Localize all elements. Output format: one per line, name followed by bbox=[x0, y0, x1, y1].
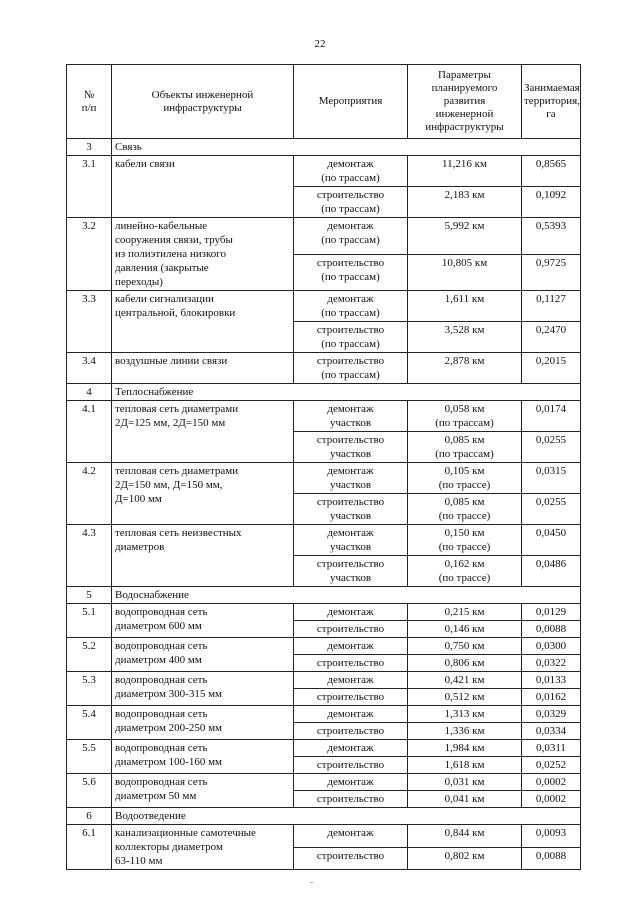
param-cell: 3,528 км bbox=[408, 322, 522, 353]
param-cell: 0,421 км bbox=[408, 672, 522, 689]
section-title: Водоотведение bbox=[112, 808, 581, 825]
item-number: 3.4 bbox=[67, 353, 112, 384]
param-cell: 0,512 км bbox=[408, 689, 522, 706]
area-cell: 0,5393 bbox=[522, 218, 581, 255]
item-name: водопроводная сеть диаметром 200-250 мм bbox=[112, 706, 294, 740]
param-cell: 0,041 км bbox=[408, 791, 522, 808]
measure-cell: демонтаж (по трассам) bbox=[294, 218, 408, 255]
area-cell: 0,0322 bbox=[522, 655, 581, 672]
param-cell: 1,611 км bbox=[408, 291, 522, 322]
param-cell: 0,105 км (по трассе) bbox=[408, 463, 522, 494]
table-row bbox=[67, 291, 581, 322]
area-cell: 0,0174 bbox=[522, 401, 581, 432]
table-row bbox=[67, 156, 581, 187]
item-number: 5.6 bbox=[67, 774, 112, 808]
item-number: 5.2 bbox=[67, 638, 112, 672]
measure-cell: строительство bbox=[294, 723, 408, 740]
area-cell: 0,0002 bbox=[522, 774, 581, 791]
table-row bbox=[67, 672, 581, 689]
measure-cell: строительство (по трассам) bbox=[294, 187, 408, 218]
area-cell: 0,0311 bbox=[522, 740, 581, 757]
section-number: 5 bbox=[67, 587, 112, 604]
scan-mark bbox=[310, 882, 313, 883]
measure-cell: демонтаж (по трассам) bbox=[294, 291, 408, 322]
table-row bbox=[67, 218, 581, 255]
area-cell: 0,1092 bbox=[522, 187, 581, 218]
param-cell: 0,085 км (по трассам) bbox=[408, 432, 522, 463]
item-number: 3.1 bbox=[67, 156, 112, 218]
measure-cell: демонтаж (по трассам) bbox=[294, 156, 408, 187]
measure-cell: строительство (по трассам) bbox=[294, 322, 408, 353]
item-number: 4.1 bbox=[67, 401, 112, 463]
param-cell: 1,618 км bbox=[408, 757, 522, 774]
param-cell: 0,750 км bbox=[408, 638, 522, 655]
item-number: 5.3 bbox=[67, 672, 112, 706]
header-measures: Мероприятия bbox=[294, 65, 408, 139]
item-name: тепловая сеть неизвестных диаметров bbox=[112, 525, 294, 587]
param-cell: 0,844 км bbox=[408, 825, 522, 848]
area-cell: 0,0255 bbox=[522, 494, 581, 525]
table-row bbox=[67, 740, 581, 757]
param-cell: 0,215 км bbox=[408, 604, 522, 621]
item-name: линейно-кабельные сооружения связи, трубы из полиэтилена низкого давления (закрытые переходы) bbox=[112, 218, 294, 291]
area-cell: 0,0133 bbox=[522, 672, 581, 689]
section-title: Теплоснабжение bbox=[112, 384, 581, 401]
item-name: водопроводная сеть диаметром 100-160 мм bbox=[112, 740, 294, 774]
item-name: тепловая сеть диаметрами 2Д=150 мм, Д=150 мм, Д=100 мм bbox=[112, 463, 294, 525]
section-row bbox=[67, 808, 581, 825]
measure-cell: демонтаж участков bbox=[294, 463, 408, 494]
param-cell: 1,313 км bbox=[408, 706, 522, 723]
param-cell: 0,031 км bbox=[408, 774, 522, 791]
param-cell: 1,336 км bbox=[408, 723, 522, 740]
param-cell: 10,805 км bbox=[408, 254, 522, 291]
param-cell: 2,183 км bbox=[408, 187, 522, 218]
area-cell: 0,0450 bbox=[522, 525, 581, 556]
engineering-infrastructure-table bbox=[66, 64, 581, 870]
area-cell: 0,0088 bbox=[522, 847, 581, 870]
area-cell: 0,1127 bbox=[522, 291, 581, 322]
header-objects: Объекты инженерной инфраструктуры bbox=[112, 65, 294, 139]
measure-cell: демонтаж участков bbox=[294, 401, 408, 432]
area-cell: 0,8565 bbox=[522, 156, 581, 187]
table-row bbox=[67, 525, 581, 556]
table-row bbox=[67, 353, 581, 384]
param-cell: 0,162 км (по трассе) bbox=[408, 556, 522, 587]
area-cell: 0,9725 bbox=[522, 254, 581, 291]
area-cell: 0,0255 bbox=[522, 432, 581, 463]
area-cell: 0,2015 bbox=[522, 353, 581, 384]
measure-cell: строительство bbox=[294, 689, 408, 706]
item-number: 5.5 bbox=[67, 740, 112, 774]
item-name: тепловая сеть диаметрами 2Д=125 мм, 2Д=150 мм bbox=[112, 401, 294, 463]
area-cell: 0,0252 bbox=[522, 757, 581, 774]
section-title: Водоснабжение bbox=[112, 587, 581, 604]
item-name: кабели сигнализации центральной, блокировки bbox=[112, 291, 294, 353]
measure-cell: строительство bbox=[294, 757, 408, 774]
measure-cell: демонтаж bbox=[294, 604, 408, 621]
param-cell: 2,878 км bbox=[408, 353, 522, 384]
table-row bbox=[67, 638, 581, 655]
section-row bbox=[67, 139, 581, 156]
measure-cell: строительство bbox=[294, 621, 408, 638]
measure-cell: строительство участков bbox=[294, 494, 408, 525]
header-num: № п/п bbox=[67, 65, 112, 139]
item-name: канализационные самотечные коллекторы диаметром 63-110 мм bbox=[112, 825, 294, 870]
header-area: Занимаемая территория, га bbox=[522, 65, 581, 139]
measure-cell: строительство (по трассам) bbox=[294, 254, 408, 291]
measure-cell: демонтаж bbox=[294, 706, 408, 723]
item-name: водопроводная сеть диаметром 600 мм bbox=[112, 604, 294, 638]
section-number: 3 bbox=[67, 139, 112, 156]
param-cell: 0,150 км (по трассе) bbox=[408, 525, 522, 556]
table-row bbox=[67, 774, 581, 791]
param-cell: 0,058 км (по трассам) bbox=[408, 401, 522, 432]
area-cell: 0,0486 bbox=[522, 556, 581, 587]
section-row bbox=[67, 384, 581, 401]
section-number: 4 bbox=[67, 384, 112, 401]
measure-cell: демонтаж bbox=[294, 740, 408, 757]
param-cell: 1,984 км bbox=[408, 740, 522, 757]
table-row bbox=[67, 401, 581, 432]
area-cell: 0,0300 bbox=[522, 638, 581, 655]
header-params: Параметры планируемого развития инженерной инфраструктуры bbox=[408, 65, 522, 139]
measure-cell: строительство участков bbox=[294, 432, 408, 463]
area-cell: 0,2470 bbox=[522, 322, 581, 353]
param-cell: 0,085 км (по трассе) bbox=[408, 494, 522, 525]
item-name: водопроводная сеть диаметром 300-315 мм bbox=[112, 672, 294, 706]
param-cell: 0,806 км bbox=[408, 655, 522, 672]
measure-cell: строительство bbox=[294, 791, 408, 808]
measure-cell: демонтаж bbox=[294, 672, 408, 689]
measure-cell: демонтаж bbox=[294, 774, 408, 791]
section-title: Связь bbox=[112, 139, 581, 156]
area-cell: 0,0334 bbox=[522, 723, 581, 740]
measure-cell: строительство bbox=[294, 655, 408, 672]
item-number: 6.1 bbox=[67, 825, 112, 870]
table-header-row bbox=[67, 65, 581, 139]
table-row bbox=[67, 463, 581, 494]
item-name: водопроводная сеть диаметром 50 мм bbox=[112, 774, 294, 808]
item-number: 4.2 bbox=[67, 463, 112, 525]
area-cell: 0,0162 bbox=[522, 689, 581, 706]
item-number: 4.3 bbox=[67, 525, 112, 587]
page-number: 22 bbox=[314, 38, 326, 50]
item-name: воздушные линии связи bbox=[112, 353, 294, 384]
area-cell: 0,0002 bbox=[522, 791, 581, 808]
param-cell: 0,146 км bbox=[408, 621, 522, 638]
section-number: 6 bbox=[67, 808, 112, 825]
measure-cell: строительство участков bbox=[294, 556, 408, 587]
area-cell: 0,0129 bbox=[522, 604, 581, 621]
area-cell: 0,0329 bbox=[522, 706, 581, 723]
item-number: 3.2 bbox=[67, 218, 112, 291]
item-number: 5.4 bbox=[67, 706, 112, 740]
area-cell: 0,0088 bbox=[522, 621, 581, 638]
area-cell: 0,0315 bbox=[522, 463, 581, 494]
area-cell: 0,0093 bbox=[522, 825, 581, 848]
table-row bbox=[67, 825, 581, 848]
measure-cell: демонтаж bbox=[294, 638, 408, 655]
param-cell: 0,802 км bbox=[408, 847, 522, 870]
item-name: кабели связи bbox=[112, 156, 294, 218]
item-number: 3.3 bbox=[67, 291, 112, 353]
item-name: водопроводная сеть диаметром 400 мм bbox=[112, 638, 294, 672]
param-cell: 5,992 км bbox=[408, 218, 522, 255]
measure-cell: демонтаж bbox=[294, 825, 408, 848]
item-number: 5.1 bbox=[67, 604, 112, 638]
measure-cell: демонтаж участков bbox=[294, 525, 408, 556]
measure-cell: строительство (по трассам) bbox=[294, 353, 408, 384]
measure-cell: строительство bbox=[294, 847, 408, 870]
section-row bbox=[67, 587, 581, 604]
table-body bbox=[67, 139, 581, 870]
table-row bbox=[67, 604, 581, 621]
param-cell: 11,216 км bbox=[408, 156, 522, 187]
table-row bbox=[67, 706, 581, 723]
